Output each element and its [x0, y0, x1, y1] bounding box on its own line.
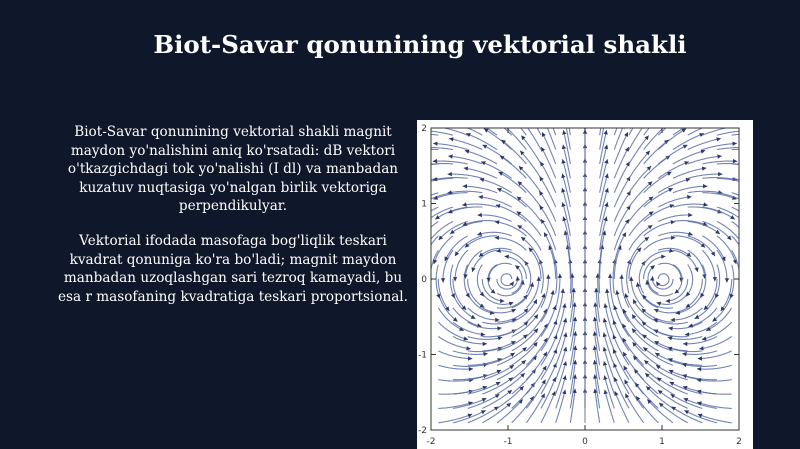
streamline-arrow-419 [739, 129, 743, 133]
streamline-294 [625, 394, 643, 423]
streamline-121 [480, 179, 512, 193]
streamline-308 [644, 205, 675, 222]
streamline-arrow-351 [703, 202, 708, 206]
streamline-101 [464, 168, 497, 178]
streamline-arrow-375 [717, 154, 721, 158]
x-tick-label-1: -1 [503, 437, 513, 447]
paragraph-1: Biot-Savar qonunining vektorial shakli magnit maydon yo'nalishini aniq ko'rsatadi: dB vektori o'tkazgichdagi tok yo'nalishi (I dl) va manbadan kuzatuv nuqtasiga yo'nalgan birlik vektoriga perpendikulyar. [67, 124, 399, 215]
streamline-arrow-356 [685, 124, 690, 128]
streamline-arrow-439 [739, 147, 743, 151]
streamline-arrow-73 [500, 299, 504, 303]
streamline-369 [688, 250, 705, 278]
streamline-arrow-74 [480, 292, 484, 297]
streamline-arrow-171 [563, 347, 567, 352]
streamline-291 [629, 136, 649, 165]
streamline-276 [613, 349, 629, 380]
streamline-85 [497, 386, 524, 408]
streamline-330 [658, 197, 691, 207]
streamline-40 [426, 148, 453, 150]
streamline-arrow-259 [605, 289, 609, 293]
streamline-272 [614, 124, 618, 135]
streamline-142 [499, 172, 527, 193]
streamline-arrow-12 [428, 279, 432, 283]
streamline-arrow-175 [561, 289, 565, 293]
streamline-arrow-258 [604, 303, 608, 308]
streamline-184 [540, 162, 555, 193]
streamlines [426, 123, 743, 422]
streamline-arrow-19 [426, 147, 430, 151]
streamline-82 [449, 139, 482, 150]
streamline-arrow-384 [668, 336, 673, 340]
streamline-arrow-41 [427, 129, 431, 133]
streamline-arrow-304 [661, 255, 665, 259]
streamline-164 [520, 151, 541, 179]
streamline-267 [614, 177, 630, 208]
streamline-42 [468, 407, 499, 423]
streamline-arrow-205 [562, 159, 566, 164]
streamline-433 [732, 236, 743, 251]
slide-body [54, 123, 412, 322]
streamline-arrow-367 [666, 299, 670, 303]
streamline-arrow-39 [426, 162, 430, 166]
x-tick-label-0: -2 [426, 437, 436, 447]
slide-title: Biot-Savar qonunining vektorial shakli [153, 30, 687, 59]
streamline-arrow-406 [685, 332, 689, 336]
streamline-355 [673, 134, 704, 150]
streamline-186 [542, 132, 556, 164]
streamline-368 [686, 265, 693, 297]
streamline-arrow-374 [718, 172, 722, 176]
streamline-180 [541, 219, 556, 250]
streamline-arrow-385 [668, 326, 673, 330]
streamline-326 [658, 263, 681, 282]
streamline-270 [614, 132, 628, 164]
streamline-309 [644, 188, 673, 207]
streamline-arrow-230 [583, 123, 587, 127]
streamline-150 [541, 349, 557, 380]
streamline-32 [450, 265, 454, 299]
streamline-378 [671, 407, 702, 423]
streamline-plot [417, 120, 753, 449]
streamline-108 [512, 356, 537, 380]
streamline-arrow-27 [483, 342, 487, 346]
streamline-arrow-371 [715, 230, 720, 234]
streamline-arrow-134 [537, 277, 541, 281]
streamline-arrow-28 [481, 332, 485, 336]
streamline-arrow-257 [603, 318, 607, 323]
streamline-295 [625, 380, 644, 409]
streamline-29 [453, 308, 482, 327]
streamline-arrow-100 [463, 184, 467, 188]
streamline-94 [497, 276, 518, 289]
streamline-arrow-104 [480, 124, 485, 128]
streamline-arrow-376 [716, 137, 721, 141]
streamline-28 [453, 322, 485, 335]
streamline-375 [688, 156, 722, 164]
streamline-arrow-60 [433, 159, 437, 163]
streamline-125 [500, 124, 512, 135]
streamline-arrow-119 [478, 213, 482, 217]
streamline-arrow-438 [739, 162, 743, 166]
streamline-arrow-77 [450, 230, 455, 234]
streamline-126 [526, 394, 544, 423]
streamline-333 [658, 145, 687, 164]
streamline-arrow-248 [604, 145, 608, 150]
streamline-arrow-170 [563, 361, 567, 366]
streamline-arrow-207 [562, 130, 566, 135]
streamline-161 [517, 197, 541, 222]
streamline-arrow-329 [688, 213, 692, 217]
streamline-arrow-432 [738, 279, 742, 283]
streamline-arrow-209 [567, 124, 571, 129]
streamline-arrow-206 [562, 145, 566, 150]
streamline-arrow-172 [563, 333, 567, 338]
streamline-277 [613, 335, 629, 366]
streamline-278 [613, 320, 629, 351]
streamline-209 [568, 124, 570, 136]
streamline-75 [465, 250, 482, 278]
streamline-104 [480, 124, 497, 135]
streamline-14 [427, 222, 438, 231]
streamline-335 [658, 124, 670, 135]
streamline-arrow-61 [433, 142, 437, 146]
streamline-406 [685, 322, 717, 335]
streamline-120 [479, 197, 512, 207]
streamline-34 [434, 236, 453, 264]
streamline-arrow-101 [464, 167, 468, 171]
streamline-310 [644, 172, 672, 193]
streamline-346 [652, 276, 673, 289]
streamline-arrow-173 [563, 318, 567, 323]
streamline-62 [434, 126, 468, 135]
streamline-110 [512, 329, 538, 351]
y-tick-label-2: 0 [421, 275, 427, 285]
streamline-arrow-249 [604, 130, 608, 135]
streamline-407 [688, 308, 717, 327]
streamline-arrow-83 [458, 124, 463, 128]
streamline-151 [541, 335, 557, 366]
streamline-arrow-417 [739, 162, 743, 166]
streamline-arrow-251 [599, 124, 603, 129]
streamline-arrow-33 [441, 278, 445, 282]
streamline-arrow-253 [603, 375, 607, 380]
streamline-418 [717, 148, 744, 150]
streamline-264 [614, 219, 629, 250]
streamline-268 [614, 162, 629, 193]
streamline-arrow-169 [563, 375, 567, 380]
streamline-185 [541, 147, 556, 178]
streamline-arrow-387 [676, 311, 681, 315]
streamline-438 [732, 164, 744, 165]
x-tick-label-2: 0 [582, 437, 588, 447]
streamline-arrow-368 [686, 292, 690, 297]
y-tick-label-4: -2 [418, 426, 427, 436]
streamline-167 [535, 124, 541, 135]
streamline-337 [646, 386, 673, 408]
streamline-251 [600, 124, 602, 136]
streamline-307 [644, 222, 675, 236]
streamline-434 [732, 222, 743, 231]
streamline-arrow-370 [711, 251, 715, 256]
streamline-arrow-377 [707, 124, 712, 128]
streamline-arrow-49 [497, 326, 502, 330]
streamline-183 [540, 177, 556, 208]
streamline-376 [688, 139, 721, 150]
streamline-arrow-281 [619, 275, 623, 279]
streamline-arrow-411 [725, 278, 729, 282]
streamline-arrow-405 [683, 342, 687, 346]
streamline-arrow-396 [733, 159, 737, 163]
streamline-320 [632, 329, 658, 351]
streamline-arrow-255 [603, 347, 607, 352]
streamline-392 [702, 222, 731, 241]
streamline-287 [629, 197, 653, 222]
streamline-arrow-40 [426, 145, 430, 149]
streamline-arrow-5 [468, 356, 472, 360]
streamline-arrow-120 [479, 195, 483, 199]
streamline-arrow-174 [562, 303, 566, 308]
streamline-81 [448, 156, 482, 164]
streamline-arrow-176 [558, 274, 562, 278]
streamline-315 [636, 396, 658, 423]
streamline-410 [715, 265, 719, 299]
streamline-15 [427, 207, 438, 213]
streamline-139 [495, 222, 526, 236]
streamline-arrow-121 [480, 178, 485, 182]
streamline-arrow-81 [448, 154, 452, 158]
streamline-arrow-418 [739, 145, 743, 149]
streamline-arrow-252 [604, 390, 608, 395]
streamline-102 [465, 151, 497, 165]
streamline-arrow-353 [702, 167, 706, 171]
axis-ticks [418, 124, 742, 447]
streamline-arrow-76 [455, 251, 459, 256]
streamline-arrow-352 [703, 184, 707, 188]
streamline-152 [541, 320, 557, 351]
streamline-314 [644, 124, 653, 136]
streamline-56 [439, 222, 468, 241]
y-tick-label-0: 2 [421, 124, 427, 134]
streamline-356 [673, 124, 690, 135]
streamline-116 [489, 263, 512, 282]
streamline-286 [629, 212, 653, 236]
streamline-arrow-99 [462, 202, 467, 206]
streamline-127 [526, 380, 545, 409]
streamline-160 [517, 212, 541, 236]
streamline-331 [658, 179, 690, 193]
streamline-arrow-424 [697, 367, 701, 371]
streamline-arrow-425 [698, 356, 702, 360]
streamline-arrow-136 [505, 255, 509, 259]
streamline-arrow-82 [449, 137, 454, 141]
streamline-146 [517, 124, 526, 136]
streamline-354 [673, 151, 705, 165]
streamline-arrow-80 [448, 172, 452, 176]
streamline-arrow-155 [546, 275, 550, 279]
streamline-140 [496, 205, 527, 222]
streamline-318 [633, 356, 658, 380]
x-tick-label-3: 1 [659, 437, 665, 447]
streamline-arrow-256 [603, 333, 607, 338]
paragraph-2: Vektorial ifodada masofaga bog'liqlik teskari kvadrat qonuniga ko'ra bo'ladi; magnit maydon manbadan uzoqlashgan sari tezroq kamayadi, bu esa r masofaning kvadratiga teskari proportsional. [58, 232, 408, 305]
streamline-188 [552, 124, 556, 135]
streamline-412 [717, 236, 736, 264]
streamline-arrow-4 [469, 367, 473, 371]
streamline-20 [426, 134, 438, 135]
streamline-293 [629, 124, 635, 135]
streamline-363 [654, 330, 688, 337]
streamline-arrow-397 [733, 142, 737, 146]
streamline-398 [702, 126, 736, 135]
streamline-135 [525, 261, 531, 293]
streamline-39 [426, 164, 453, 165]
y-tick-label-3: -1 [418, 350, 427, 361]
x-tick-label-4: 2 [736, 437, 742, 447]
streamline-290 [629, 151, 650, 179]
streamline-269 [614, 147, 629, 178]
streamline-103 [466, 134, 497, 150]
streamline-arrow-330 [687, 195, 691, 199]
streamline-303 [639, 261, 645, 293]
streamline-74 [477, 265, 484, 297]
streamline-13 [427, 236, 438, 251]
streamline-302 [631, 277, 644, 308]
streamline-arrow-18 [426, 162, 430, 166]
streamline-417 [717, 164, 744, 165]
streamline-arrow-247 [604, 159, 608, 164]
streamline-165 [521, 136, 541, 165]
streamline-arrow-50 [495, 318, 499, 322]
streamline-440 [732, 134, 744, 135]
streamline-arrow-260 [608, 274, 612, 278]
streamline-arrow-254 [603, 361, 607, 366]
streamline-353 [673, 168, 706, 178]
streamline-arrow-168 [562, 390, 566, 395]
streamline-435 [732, 207, 743, 213]
streamline-arrow-20 [426, 132, 430, 136]
streamline-arrow-386 [671, 318, 675, 322]
streamline-134 [526, 277, 539, 308]
streamline-arrow-302 [629, 277, 633, 281]
streamline-plot-svg [417, 120, 753, 449]
streamline-arrow-440 [739, 132, 743, 136]
streamline-141 [497, 188, 526, 207]
y-tick-label-1: 1 [421, 199, 427, 210]
streamline-105 [512, 396, 534, 423]
